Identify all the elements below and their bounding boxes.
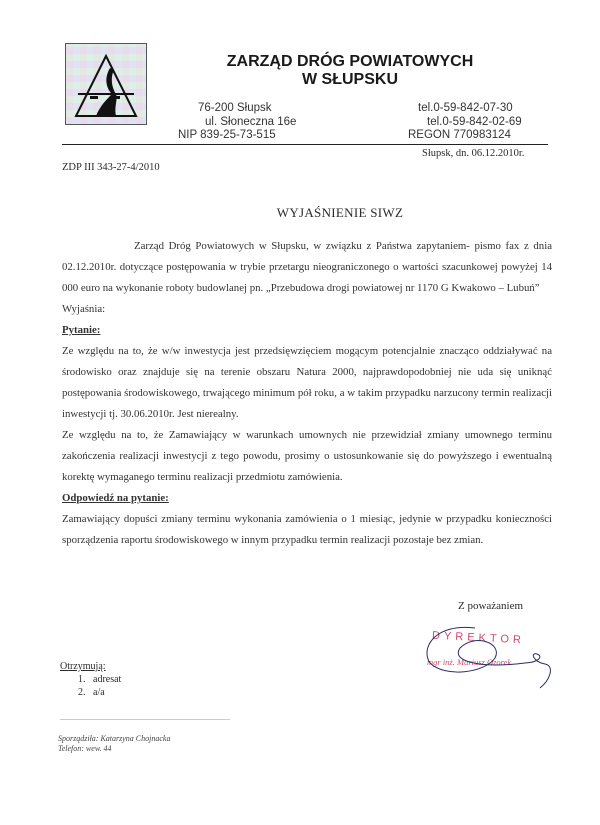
logo-graphic xyxy=(66,44,146,124)
footer-block xyxy=(58,734,170,754)
address-street: ul. Słoneczna 16e xyxy=(205,115,297,128)
handwritten-signature-icon xyxy=(415,618,575,698)
answer-paragraph: Zamawiający dopuści zmiany terminu wykonania zamówienia o 1 miesiąc, jedynie w przypadku konieczności sporządzenia raportu środowiskowego w innym przypadku termin realizacji pozostaje bez zmian. xyxy=(62,513,552,546)
organization-name-line1: ZARZĄD DRÓG POWIATOWYCH xyxy=(226,53,474,70)
contact-block xyxy=(405,102,522,143)
road-authority-logo-icon xyxy=(65,43,147,125)
place-date: Słupsk, dn. 06.12.2010r. xyxy=(422,148,525,159)
stamp-name: mgr inż. Mariusz Ozorek xyxy=(427,657,512,667)
question-heading: Pytanie: xyxy=(62,324,101,336)
reference-number: ZDP III 343-27-4/2010 xyxy=(62,162,160,173)
footer-phone: Telefon: wew. 44 xyxy=(58,744,112,753)
prepared-by: Sporządziła: Katarzyna Chojnacka xyxy=(58,734,171,743)
footer-divider xyxy=(60,719,230,720)
organization-name xyxy=(200,53,500,89)
recipients-block xyxy=(60,660,121,699)
answer-heading: Odpowiedź na pytanie: xyxy=(62,492,169,504)
letterhead-divider xyxy=(62,144,548,145)
organization-name-line2: W SŁUPSKU xyxy=(302,71,398,88)
recipient-name: a/a xyxy=(93,687,105,698)
recipients-heading: Otrzymują: xyxy=(60,661,106,672)
address-block xyxy=(178,102,296,143)
address-city: 76-200 Słupsk xyxy=(198,102,272,114)
document-title: WYJAŚNIENIE SIWZ xyxy=(276,205,404,220)
explains-label: Wyjaśnia: xyxy=(62,303,106,315)
document-body xyxy=(62,236,552,551)
recipient-item: 2. a/a xyxy=(78,687,105,698)
intro-paragraph: Zarząd Dróg Powiatowych w Słupsku, w związku z Państwa zapytaniem- pismo fax z dnia 02.12.2010r. dotyczące postępowania w trybie przetargu nieograniczonego o wartości szacunkowej powyżej 14 000 euro na wykonanie roboty budowlanej pn. „Przebudowa drogi powiatowej nr 1170 G Kwakowo – Lubuń” xyxy=(62,240,552,294)
stamp-title: DYREKTOR xyxy=(431,629,526,647)
recipient-item: 1. adresat xyxy=(78,674,122,685)
address-nip: NIP 839-25-73-515 xyxy=(178,129,276,141)
contact-phone-2: tel.0-59-842-02-69 xyxy=(427,115,522,128)
closing-phrase: Z poważaniem xyxy=(458,600,524,612)
contact-phone-1: tel.0-59-842-07-30 xyxy=(418,102,513,114)
question-paragraph-1: Ze względu na to, że w/w inwestycja jest przedsięwzięciem mogącym potencjalnie znacząco oddziaływać na środowisko oraz znajduje się na terenie obszaru Natura 2000, najprawdopodobniej nie uda się uniknąć postępowania środowiskowego, trwającego minimum pół roku, a w takim przypadku narzucony termin realizacji inwestycji tj. 30.06.2010r. Jest nierealny. xyxy=(62,345,552,420)
recipient-name: adresat xyxy=(93,674,122,685)
question-paragraph-2: Ze względu na to, że Zamawiający w warunkach umownych nie przewidział zmiany umownego terminu zakończenia realizacji inwestycji z tego powodu, prosimy o ustosunkowanie się do powyższego i ewentualną korektę wymaganego terminu realizacji przedmiotu zamówienia. xyxy=(62,429,552,483)
contact-regon: REGON 770983124 xyxy=(408,129,511,141)
